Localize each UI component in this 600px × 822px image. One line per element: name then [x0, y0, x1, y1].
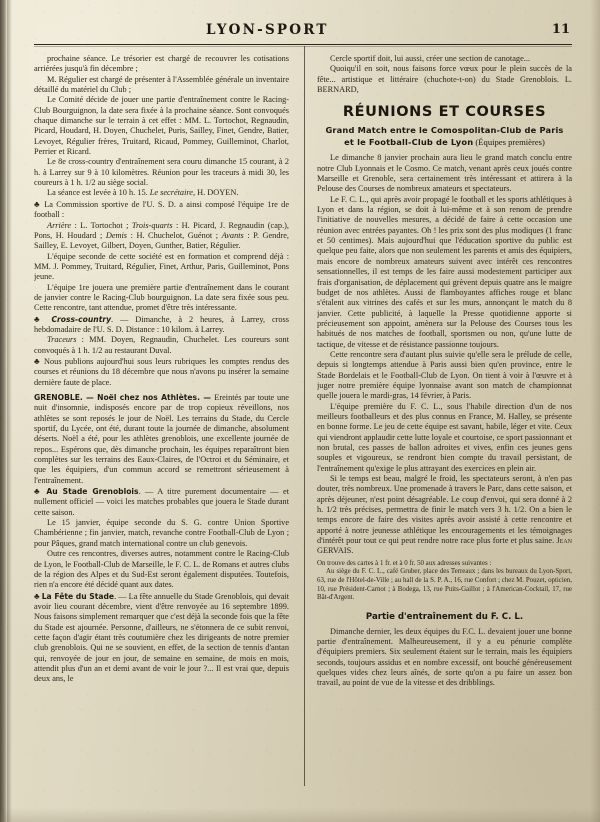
lead-paragraph: GRENOBLE. — Noël chez nos Athlètes. — Ereintés par toute une nuit d'insomnie, indisposés encore par de trop copieux réveillons, nos athlètes se sont reposés le jour de Noël. Les terrains du Stade, du Cercle sportif, du Lycée, ont été, durant toute la journée de dimanche, absolument déserts. Noël a été, pour les athlètes grenoblois, une excellente journée de repos... Espérons que, dès dimanche prochain, les équipes reparaîtront bien complètes sur les terrains des Eaux-Claires, de l'Octroi et du Séminaire, et que les équipiers, d'un commun accord se remettront sérieusement à l'entraînement. [34, 393, 289, 485]
body-paragraph: prochaine séance. Le trésorier est chargé de recouvrer les cotisations arriérées jusqu'à fin décembre ; [34, 54, 289, 74]
column-left [34, 54, 289, 806]
paragraph-lead-in: Au Stade Grenoblois [46, 487, 139, 497]
publication-title: LYON-SPORT [206, 22, 329, 38]
signature-name: H. DOYEN. [197, 188, 239, 198]
marked-paragraph: ♣ Au Stade Grenoblois. — A titre purement documentaire — et nullement officiel — voici les matches probables que jouera le Stade durant cette saison. [34, 486, 289, 517]
subheading-line-1: Grand Match entre le Comospolitan-Club de Paris [325, 125, 564, 136]
scan-edge-bottom [0, 808, 600, 822]
lineup-paragraph: Traceurs : MM. Doyen, Regnaudin, Chuchelet. Les coureurs sont convoqués à 1 h. 1/2 au restaurant Duval. [34, 335, 289, 355]
signature-name: L. BERNARD, [317, 74, 572, 95]
club-symbol-icon: ♣ [34, 355, 45, 366]
marked-paragraph: ♣ Cross-country. — Dimanche, à 2 heures, à Larrey, cross hebdomadaire de l'U. S. D. Distance : 10 kilom. à Larrey. [34, 313, 289, 334]
body-paragraph: Le 8e cross-country d'entraînement sera couru dimanche 15 courant, à 2 h. à Larrey sur 9 à 10 kilomètres. Réunion pour les traceurs à midi 30, les coureurs à 1 h. 1/2 au siège social. [34, 157, 289, 188]
fineprint-block [317, 560, 572, 603]
body-paragraph: Cercle sportif doit, lui aussi, créer une section de canotage... [330, 54, 530, 63]
club-symbol-icon: ♣ [34, 486, 47, 497]
body-paragraph: Le dimanche 8 janvier prochain aura lieu le grand match conclu entre notre Club Lyonnais et le Cosmo. Ce match, venant après ceux joués contre Marseille et Grenoble, sera certainement très intéressant et attirera à la Pelouse des Courses de nombreux amateurs et spectateurs. [317, 153, 572, 194]
section-subheading [317, 125, 572, 148]
lineup-role-label: Traceurs [47, 335, 77, 345]
signature-name: Jean GERVAIS. [317, 536, 572, 556]
article-columns [34, 54, 572, 806]
marked-paragraph: ♣ La Fête du Stade. — La fête annuelle du Stade Grenoblois, qui devait avoir lieu courant décembre, vient d'être renvoyée au 16 septembre 1899. Nous faisons simplement remarquer que c'est déjà la seconde fois que la fête du Stade est ajournée. Personne, d'ailleurs, ne s'étonnera de ce subit renvoi, cette façon d'agir étant très coutumière chez les dirigeants de notre premier club grenoblois. Qui ne se souvient, en effet, de la section de tennis d'antan qui, renvoyée de jour en jour, de semaine en semaine, de mois en mois, attendit plus d'un an et demi avant de voir le jour ?... Il est vrai que, depuis deux ans, le [34, 590, 289, 684]
headline-lead-in: . — Noël chez nos Athlètes. — [79, 393, 215, 402]
scan-edge-right [590, 0, 600, 822]
fineprint-line: On trouve des cartes à 1 fr. et à 0 fr. 50 aux adresses suivantes : [317, 559, 492, 567]
body-paragraph: Dimanche dernier, les deux équipes du F.C. L. devaient jouer une bonne partie d'entraînement. Malheureusement, il y a eu pénurie complète d'équipiers premiers. Six seulement étaient sur le terrain, mais les équipiers seconds, toujours assidus et en nombre excessif, ont bouché généreusement quelques vides chez leurs aînés, de sorte qu'on a pu faire un assez bon travail, au point de vue de la vitesse et des dribblings. [317, 626, 572, 688]
body-paragraph: M. Régulier est chargé de présenter à l'Assemblée générale un inventaire détaillé du matériel du Club ; [34, 74, 289, 95]
marked-paragraph: ♣ Nous publions aujourd'hui sous leurs rubriques les comptes rendus des courses et réunions du 18 décembre que nous n'avons pu insérer la semaine dernière faute de place. [34, 355, 289, 387]
body-paragraph: L'équipe seconde de cette société est en formation et comprend déjà : MM. J. Pommey, Truitard, Régulier, Finet, Arthur, Paris, Guilleminot, Pons jeune. [34, 251, 289, 282]
fineprint-line: Au siège du F. C. L., café Gruber, place des Terreaux ; dans les bureaux du Lyon-Sport, 63, rue de l'Hôtel-de-Ville ; au hall de la S. P. A., 16, rue Confort ; chez M. Pouzet, opticien, 10, rue Président-Carnot ; à Bodega, 13, rue Puits-Gaillot ; à l'American-Cocktail, 17, rue Bât-d'Argent. [317, 568, 572, 602]
subheading-line-2: et le Football-Club de Lyon [344, 136, 474, 147]
lineup-role-label: Arrière [47, 220, 72, 230]
signature-role: Le secrétaire, [149, 188, 198, 198]
club-symbol-icon: ♣ [34, 313, 52, 324]
body-paragraph: L'équipe première du F. C. L., sous l'habile direction d'un de nos meilleurs footballeurs et des plus connus en France, M. Halley, se présente en bonne forme. Le jeu de cette équipe est savant, habile, léger et vite. Ceux qui viendront applaudir cette lutte loyale et courtoise, ce sport passionnant et non brutal, ces passes de ballon adroites et vives, enfin ces jeunes gens souples et vigoureux, se rendront bien compte du travail persistant, de l'entraînement qu'exige le plus attrayant des exercices en plein air. [317, 401, 572, 473]
section-heading: RÉUNIONS ET COURSES [342, 104, 547, 121]
masthead [34, 22, 572, 46]
column-divider [304, 46, 305, 786]
marked-paragraph: ♣ La Commission sportive de l'U. S. D. a ainsi composé l'équipe 1re de football : [34, 198, 289, 220]
lineup-paragraph: Arrière : L. Tortochot ; Trois-quarts : H. Picard, J. Regnaudin (cap.), Pons, H. Houdard ; Demis : H. Chuchelot, Guénot ; Avants : P. Gendre, Sailley, E. Levoyet, Gilbert, Doyen, Gunther, Batier, Régulier. [34, 220, 289, 251]
scan-edge-left [0, 0, 7, 822]
paragraph-lead-in: La Fête du Stade [41, 591, 115, 601]
signed-paragraph: Quoiqu'il en soit, nous faisons force vœux pour le plein succès de la fête... artistique et littéraire (chuchote-t-on) du Stade Grenoblois. L. BERNARD, [317, 64, 572, 95]
body-paragraph: Cette rencontre sera d'autant plus suivie qu'elle sera le prélude de celle, depuis si longtemps attendue à Paris aussi bien qu'en province, entre le Stade Bordelais et le Football-Club de Lyon. On tient à voir à l'œuvre et à juger notre première équipe lyonnaise avant son match de championnat quelle jouera le mardi-gras, 14 février, à Paris. [317, 349, 572, 401]
body-paragraph: Le Comité décide de jouer une partie d'entraînement contre le Racing-Club Bourguignon, la date sera fixée à la prochaine séance. Sont convoqués chaque dimanche sur le terrain à cet effet : MM. L. Tortochot, Regnaudin, Picard, Houdard, H. Doyen, Chuchelet, Puris, Sailley, Finet, Gendre, Batier, Levoyet, Régulier frères, Truitard, Ricaud, Pommey, Guilleminot, Charlot, Perrier et Ricard. [34, 95, 289, 157]
lineup-role-label: Demis [105, 230, 128, 240]
body-paragraph: Le 15 janvier, équipe seconde du S. G. contre Union Sportive Chambérienne ; fin janvier, match, revanche contre Football-Club de Lyon ; pour Pâques, grand match international contre un club genevois. [34, 518, 289, 548]
paragraph-lead-in: Cross-country [51, 314, 112, 324]
club-symbol-icon: ♣ [34, 198, 45, 209]
column-right [317, 54, 572, 806]
subheading-qualifier: (Équipes premières) [473, 136, 545, 147]
body-paragraph: Le F. C. L., qui après avoir propagé le football et les sports athlétiques à Lyon et dans la région, se doit à lui-même et à son renom de prendre l'initiative de nouvelles mesures, a décidé de faire à cette occasion une réunion avec entrées payantes. Oh ! les prix sont des plus modiques (1 franc et 50 centimes). Mais aujourd'hui que l'éducation sportive du public est quelque peu faite, alors que non seulement les parents et amis des équipiers, mais encore de nombreux amateurs suivent avec intérêt ces rencontres sensationnelles, il est temps de les faire aussi modestement participer aux frais d'organisation, de déplacement qui grèvent depuis quatre ans le maigre budget de nos athlètes. Aussi de flamboyantes affiches rouge et blanc s'étalent aux vitrines des cafés et sur les murs, annonçant le match du 8 janvier. Cette publicité, à laquelle la Presse quotidienne apporte si précieusement son appoint, amènera sur la Pelouse des Courses tous les habitués de nos matches de football, sportsmen ou non, qu'une lutte de tactique, de vitesse et de résistance passionne toujours. [317, 194, 572, 349]
page-number: 11 [551, 22, 570, 37]
body-paragraph: L'équipe 1re jouera une première partie d'entraînement dans le courant de janvier contre le Racing-Club bourguignon. La date sera fixée sous peu. Cette rencontre, tant attendue, promet d'être très intéressante. [34, 282, 289, 313]
lineup-role-label: Avants [221, 230, 244, 240]
scan-edge-left-soft [7, 0, 12, 822]
signed-paragraph: Si le temps est beau, malgré le froid, les spectateurs seront, à n'en pas douter, très nombreux. Une promenade à travers le Parc, dans cette saison, et après déjeuner, n'est point désagréable. Le coup d'envoi, qui sera donné à 2 h. 1/2 très précises, permettra de finir le match vers 3 h. 1/2. On a bien le temps encore de faire des visites après avoir assisté à cette rencontre et apporté à notre jeunesse athlétique les encouragements et les témoignages d'intérêt pour tout ce qui peut rendre notre race plus forte et plus saine. Jean GERVAIS. [317, 474, 572, 556]
body-paragraph: Outre ces rencontres, diverses autres, notamment contre le Racing-Club de Lyon, le Football-Club de Marseille, le F. C. L. de Romans et autres clubs de la région des Alpes et du Sud-Est seront également disputées. Toutefois, rien n'a encore été décidé quant aux dates. [34, 549, 289, 590]
masthead-rule [34, 44, 572, 45]
subsection-heading: Partie d'entraînement du F. C. L. [365, 611, 524, 622]
lineup-role-label: Trois-quarts [131, 220, 173, 230]
club-symbol-icon: ♣ [34, 590, 42, 601]
spacer [317, 603, 572, 612]
signed-paragraph: La séance est levée à 10 h. 15. Le secrétaire, H. DOYEN. [47, 188, 239, 198]
dateline-label: GRENOBLE [34, 393, 80, 402]
